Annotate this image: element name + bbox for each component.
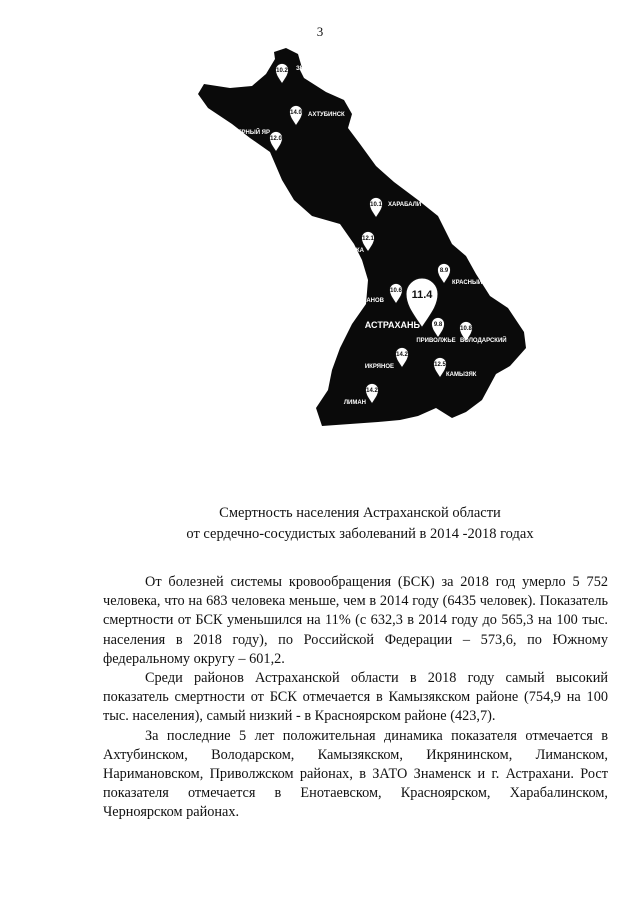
district-label: ХАРАБАЛИ (388, 202, 422, 208)
district-label: ЕНОТАЕВКА (327, 248, 364, 254)
pin-value: 10.1 (370, 202, 382, 209)
caption-line-1: Смертность населения Астраханской области (219, 505, 501, 521)
district-label: ЛИМАН (343, 400, 366, 406)
district-label: ЧЕРНЫЙ ЯР (233, 130, 270, 136)
pin-value: 14.0 (290, 110, 302, 117)
pin-value: 10.6 (390, 288, 402, 295)
capital-value: 11.4 (411, 289, 433, 301)
pin-value: 10.2 (276, 68, 288, 75)
district-label: НАРИМАНОВ (344, 298, 384, 304)
district-label: ВОЛОДАРСКИЙ (460, 338, 507, 344)
page-number: 3 (316, 24, 324, 39)
pin-value: 14.2 (366, 388, 378, 395)
district-label: АХТУБИНСК (308, 112, 345, 118)
paragraph-2: Среди районов Астраханской области в 2018 году самый высокий показатель смертности от БСК отмечается в Камызякском районе (754,9 на 100 тыс. населения), самый низкий - в Красноярском районе (423,7). (103, 670, 608, 725)
district-label: КАМЫЗЯК (446, 372, 477, 378)
capital-label: АСТРАХАНЬ (364, 320, 420, 330)
map-caption (100, 503, 620, 545)
region-map (190, 48, 550, 443)
pin-value: 10.8 (460, 326, 472, 333)
pin-value: 14.2 (396, 352, 408, 359)
pin-value: 9.8 (433, 322, 443, 329)
pin-value: 12.1 (362, 236, 374, 243)
pin-value: 8.9 (439, 268, 449, 275)
district-label: ПРИВОЛЖЬЕ (416, 338, 456, 344)
pin-value: 12.5 (434, 362, 446, 369)
caption-line-2: от сердечно-сосудистых заболеваний в 2014 -2018 годах (186, 526, 534, 542)
district-label: ЗНАМЕНСК (296, 66, 330, 72)
district-label: КРАСНЫЙ ЯР (452, 280, 493, 286)
district-label: ИКРЯНОЕ (364, 364, 394, 370)
paragraph-1: От болезней системы кровообращения (БСК) за 2018 год умерло 5 752 человека, что на 683 человека меньше, чем в 2014 году (6435 человек). Показатель смертности от БСК уменьшился на 11% (с 632,3 в 2014 году до 565,3 на 100 тыс. населения в 2018 году), по Российской Федерации – 573,6, по Южному федеральному округу – 601,2. (103, 574, 608, 667)
paragraph-3: За последние 5 лет положительная динамика показателя отмечается в Ахтубинском, Володарском, Камызякском, Икрянинском, Лиманском, Наримановском, Приволжском районах, в ЗАТО Знаменск и г. Астрахани. Рост показателя отмечается в Енотаевском, Красноярском, Харабалинском, Черноярском районах. (103, 727, 608, 821)
body-text (103, 573, 608, 823)
pin-value: 12.0 (270, 136, 282, 143)
